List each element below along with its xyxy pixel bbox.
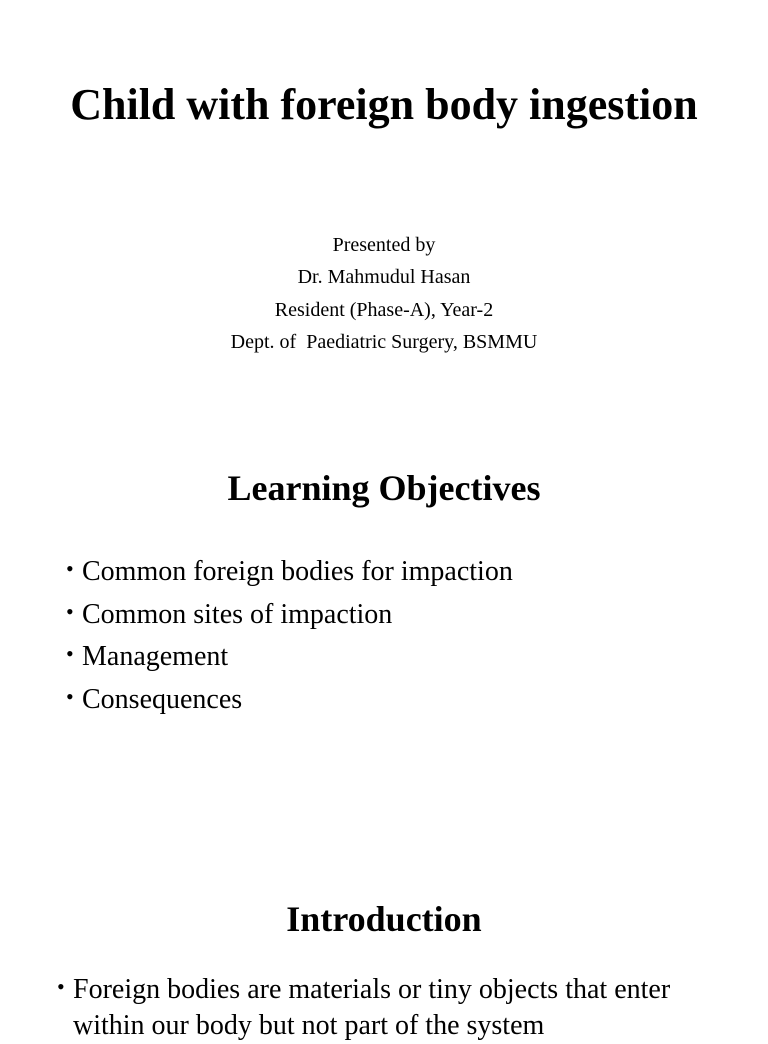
presented-by-label: Presented by bbox=[332, 234, 436, 256]
introduction-heading: Introduction bbox=[286, 899, 482, 939]
list-item bbox=[66, 679, 513, 722]
presenter-info bbox=[0, 229, 768, 358]
objective-text: Common sites of impaction bbox=[82, 598, 393, 630]
objectives-list bbox=[66, 551, 513, 721]
objective-text: Consequences bbox=[82, 683, 243, 715]
introduction-text: Foreign bodies are materials or tiny objects that enter within our body but not part of the system bbox=[73, 974, 671, 1041]
list-item bbox=[66, 636, 513, 679]
presenter-department: Dept. of Paediatric Surgery, BSMMU bbox=[230, 330, 538, 353]
objective-text: Common foreign bodies for impaction bbox=[82, 556, 513, 587]
bullet-icon: • bbox=[66, 556, 74, 581]
presenter-position: Resident (Phase-A), Year-2 bbox=[274, 298, 494, 321]
objective-text: Management bbox=[82, 641, 229, 672]
bullet-icon: • bbox=[57, 974, 65, 999]
presentation-title: Child with foreign body ingestion bbox=[70, 80, 698, 129]
presenter-name: Dr. Mahmudul Hasan bbox=[297, 266, 471, 289]
bullet-icon: • bbox=[66, 683, 74, 709]
list-item bbox=[66, 594, 513, 637]
introduction-list bbox=[57, 972, 717, 1044]
list-item bbox=[66, 551, 513, 594]
bullet-icon: • bbox=[66, 641, 74, 666]
learning-objectives-heading: Learning Objectives bbox=[227, 468, 541, 508]
bullet-icon: • bbox=[66, 598, 74, 624]
list-item bbox=[57, 972, 717, 1044]
